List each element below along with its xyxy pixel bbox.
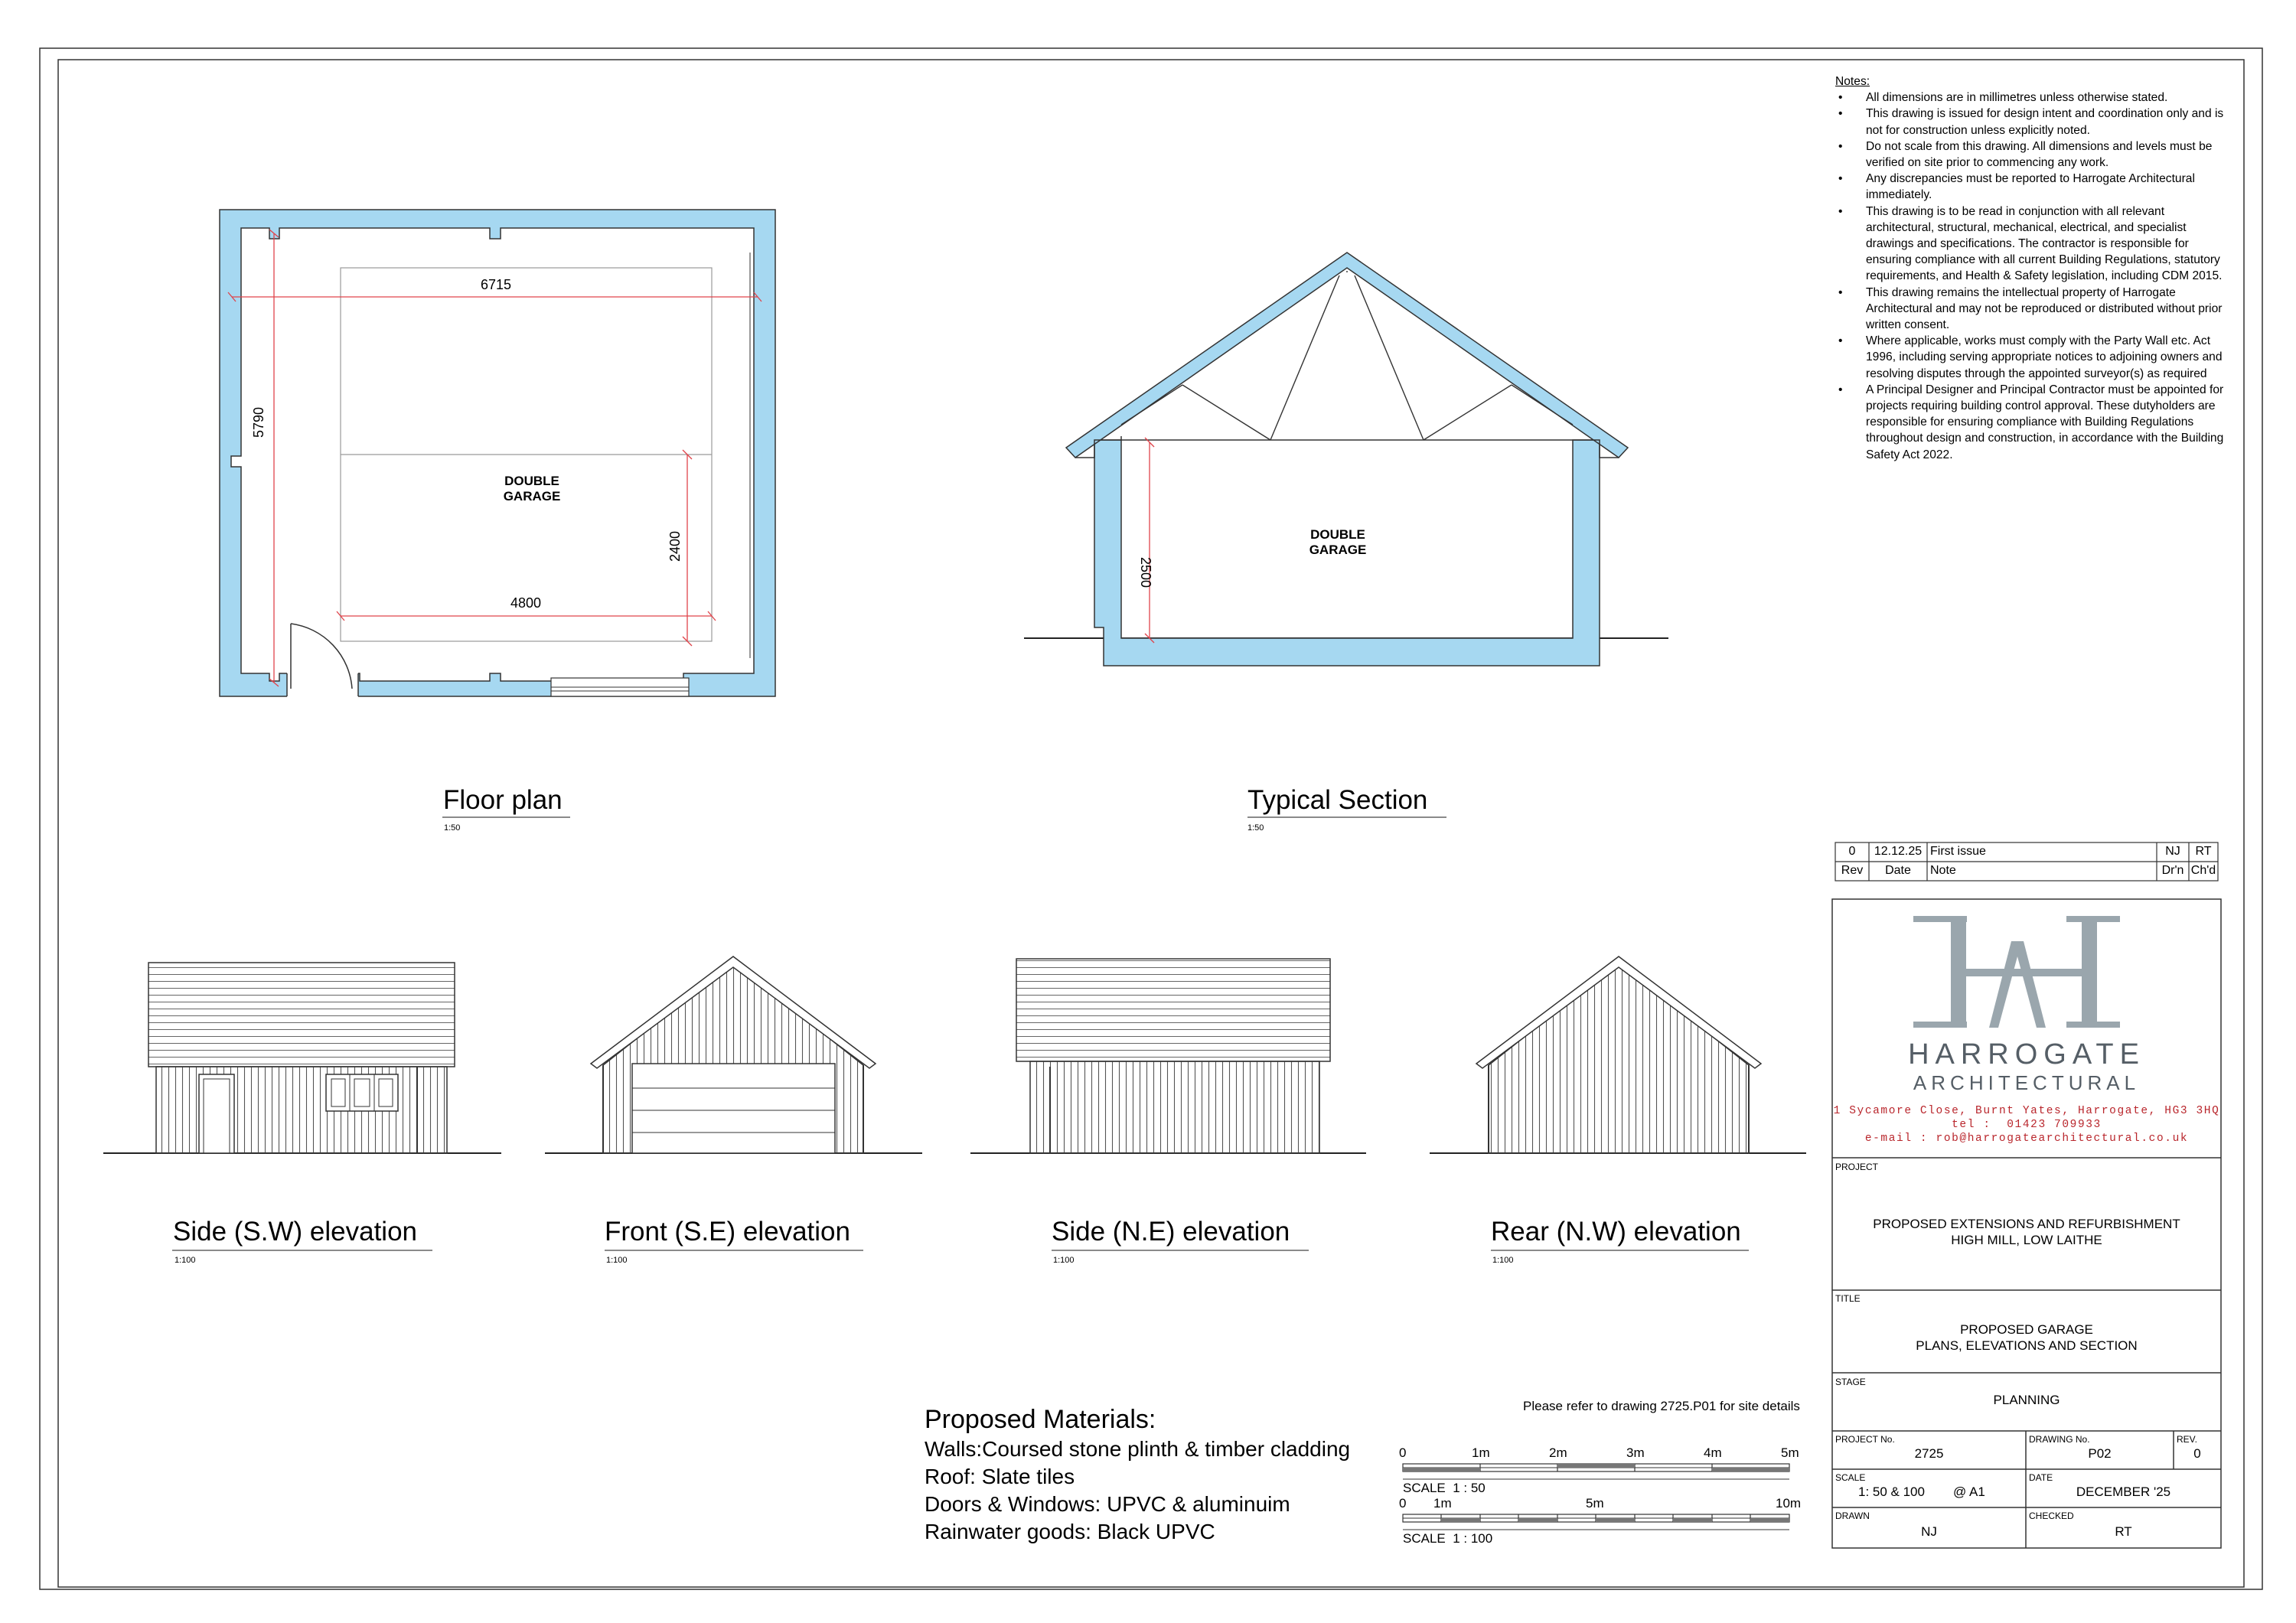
floor-plan-scale: 1:50 [444, 823, 461, 833]
section-roof [1066, 253, 1628, 458]
scale-tick: 4m [1704, 1445, 1722, 1460]
company-address: 1 Sycamore Close, Burnt Yates, Harrogate, HG3 3HQ [1833, 1105, 2220, 1117]
project-number-label: PROJECT No. [1835, 1434, 1895, 1445]
section-drawing [1024, 253, 1668, 666]
title-label: TITLE [1835, 1293, 1861, 1304]
revision-number: 0 [1848, 845, 1856, 858]
date-value: DECEMBER '25 [2076, 1484, 2171, 1499]
paper-size: @ A1 [1953, 1484, 1985, 1499]
notes-list [1835, 90, 2233, 463]
dim-width-label: 6715 [481, 277, 512, 292]
dim-depth-label: 5790 [251, 406, 266, 438]
side-ne-elevation-drawing [970, 959, 1366, 1153]
floor-plan-room-label [482, 474, 582, 504]
section-dim-height-label: 2500 [1138, 557, 1153, 588]
company-email: e-mail : rob@harrogatearchitectural.co.uk [1864, 1133, 2189, 1145]
elevation-scale: 1:100 [1492, 1256, 1514, 1265]
materials-roof: Roof: Slate tiles [925, 1465, 1075, 1488]
revision-header-drawn: Dr'n [2161, 864, 2184, 877]
company-telephone: tel : 01423 709933 [1952, 1119, 2102, 1131]
project-line-2: HIGH MILL, LOW LAITHE [1951, 1233, 2102, 1247]
scale-value: 1: 50 & 100 [1858, 1484, 1925, 1499]
project-number: 2725 [1914, 1446, 1944, 1461]
stage-label: STAGE [1835, 1377, 1866, 1387]
materials-walls: Walls:Coursed stone plinth & timber cladding [925, 1437, 1351, 1461]
scale-tick: 10m [1776, 1496, 1802, 1511]
stage-value: PLANNING [1993, 1393, 2060, 1407]
scale-bar-1-50 [1403, 1464, 1789, 1479]
company-subname: ARCHITECTURAL [1913, 1071, 2141, 1094]
room-label-line: DOUBLE [504, 474, 559, 488]
scale-bar-1-50-label: SCALE 1 : 50 [1403, 1481, 1486, 1495]
note-item: • Any discrepancies must be reported to Harrogate Architectural immediately. [1866, 171, 2233, 203]
room-label-line: DOUBLE [1310, 527, 1365, 542]
elevation-title-rear-nw: Rear (N.W) elevation [1491, 1217, 1741, 1247]
elevation-title-side-ne: Side (N.E) elevation [1052, 1217, 1290, 1247]
note-item: • This drawing is to be read in conjunction with all relevant architectural, structural, mechanical, electrical, and specialist drawings and specifications. The contractor is responsible for ensuring compliance with all current Building Regulations, statutory requirements, and Health & Safety legislation, including CDM 2015. [1866, 204, 2233, 285]
scale-tick: 5m [1586, 1496, 1604, 1511]
revision-label: REV. [2177, 1434, 2197, 1445]
section-scale: 1:50 [1247, 823, 1264, 833]
company-logo-mark [1913, 916, 2120, 1028]
elevation-scale: 1:100 [606, 1256, 628, 1265]
title-line-1: PROPOSED GARAGE [1960, 1322, 2093, 1337]
revision-header-date: Date [1885, 864, 1911, 877]
scale-tick: 5m [1781, 1445, 1799, 1460]
materials-doors-windows: Doors & Windows: UPVC & aluminuim [925, 1492, 1290, 1516]
elevation-title-front-se: Front (S.E) elevation [605, 1217, 850, 1247]
drawn-value: NJ [1921, 1524, 1937, 1539]
note-item: • This drawing remains the intellectual property of Harrogate Architectural and may not be reproduced or distributed without prior written consent. [1866, 285, 2233, 334]
notes-heading: Notes: [1835, 75, 1870, 88]
revision-note: First issue [1930, 845, 1986, 858]
scale-tick: 3m [1626, 1445, 1645, 1460]
checked-value: RT [2115, 1524, 2132, 1539]
floor-plan-title: Floor plan [443, 785, 563, 815]
note-item: • All dimensions are in millimetres unless otherwise stated. [1866, 90, 2233, 106]
room-label-line: GARAGE [503, 489, 561, 504]
revision-checked: RT [2195, 845, 2212, 858]
checked-label: CHECKED [2029, 1511, 2074, 1521]
elevation-scale: 1:100 [174, 1256, 196, 1265]
note-item: • This drawing is issued for design intent and coordination only and is not for construction unless explicitly noted. [1866, 106, 2233, 138]
project-line-1: PROPOSED EXTENSIONS AND REFURBISHMENT [1873, 1217, 2180, 1231]
note-item: • Where applicable, works must comply with the Party Wall etc. Act 1996, including serving appropriate notices to adjoining owners and resolving disputes through the appointed surveyor(s) as required [1866, 333, 2233, 382]
scale-tick: 0 [1399, 1445, 1407, 1460]
note-item: • A Principal Designer and Principal Contractor must be appointed for projects requiring building control approval. These dutyholders are responsible for ensuring compliance with Building Regulations throughout design and construction, in accordance with the Building Safety Act 2022. [1866, 382, 2233, 463]
date-label: DATE [2029, 1472, 2053, 1483]
drawn-label: DRAWN [1835, 1511, 1870, 1521]
site-drawing-reference: Please refer to drawing 2725.P01 for site details [1523, 1399, 1800, 1413]
revision-header-note: Note [1930, 864, 1956, 877]
note-item: • Do not scale from this drawing. All dimensions and levels must be verified on site prior to commencing any work. [1866, 139, 2233, 171]
scale-tick: 1m [1433, 1496, 1452, 1511]
rear-nw-elevation-drawing [1430, 957, 1806, 1153]
elevation-title-side-sw: Side (S.W) elevation [173, 1217, 418, 1247]
front-se-elevation-drawing [545, 957, 922, 1153]
materials-heading: Proposed Materials: [925, 1405, 1156, 1434]
revision-header-rev: Rev [1841, 864, 1864, 877]
notes-panel [1835, 73, 2233, 463]
side-sw-elevation-drawing [103, 963, 501, 1153]
scale-tick: 0 [1399, 1496, 1407, 1511]
revision-value: 0 [2193, 1446, 2201, 1461]
section-room-label [1288, 527, 1388, 558]
scale-label: SCALE [1835, 1472, 1866, 1483]
room-label-line: GARAGE [1309, 543, 1367, 557]
scale-bar-1-100 [1403, 1514, 1789, 1530]
revision-date: 12.12.25 [1874, 845, 1923, 858]
scale-tick: 2m [1549, 1445, 1567, 1460]
project-label: PROJECT [1835, 1162, 1879, 1172]
company-name: HARROGATE [1908, 1038, 2145, 1071]
revision-drawn: NJ [2165, 845, 2180, 858]
materials-rainwater: Rainwater goods: Black UPVC [925, 1520, 1215, 1543]
elevation-scale: 1:100 [1053, 1256, 1075, 1265]
drawing-number: P02 [2088, 1446, 2112, 1461]
dim-door-label: 4800 [510, 595, 542, 611]
door-gap [287, 672, 358, 698]
scale-tick: 1m [1472, 1445, 1490, 1460]
title-line-2: PLANS, ELEVATIONS AND SECTION [1916, 1338, 2138, 1353]
drawing-number-label: DRAWING No. [2029, 1434, 2090, 1445]
scale-bar-1-100-label: SCALE 1 : 100 [1403, 1531, 1493, 1546]
dim-height-label: 2400 [667, 530, 683, 562]
revision-header-checked: Ch'd [2190, 864, 2216, 877]
section-title: Typical Section [1247, 785, 1428, 815]
